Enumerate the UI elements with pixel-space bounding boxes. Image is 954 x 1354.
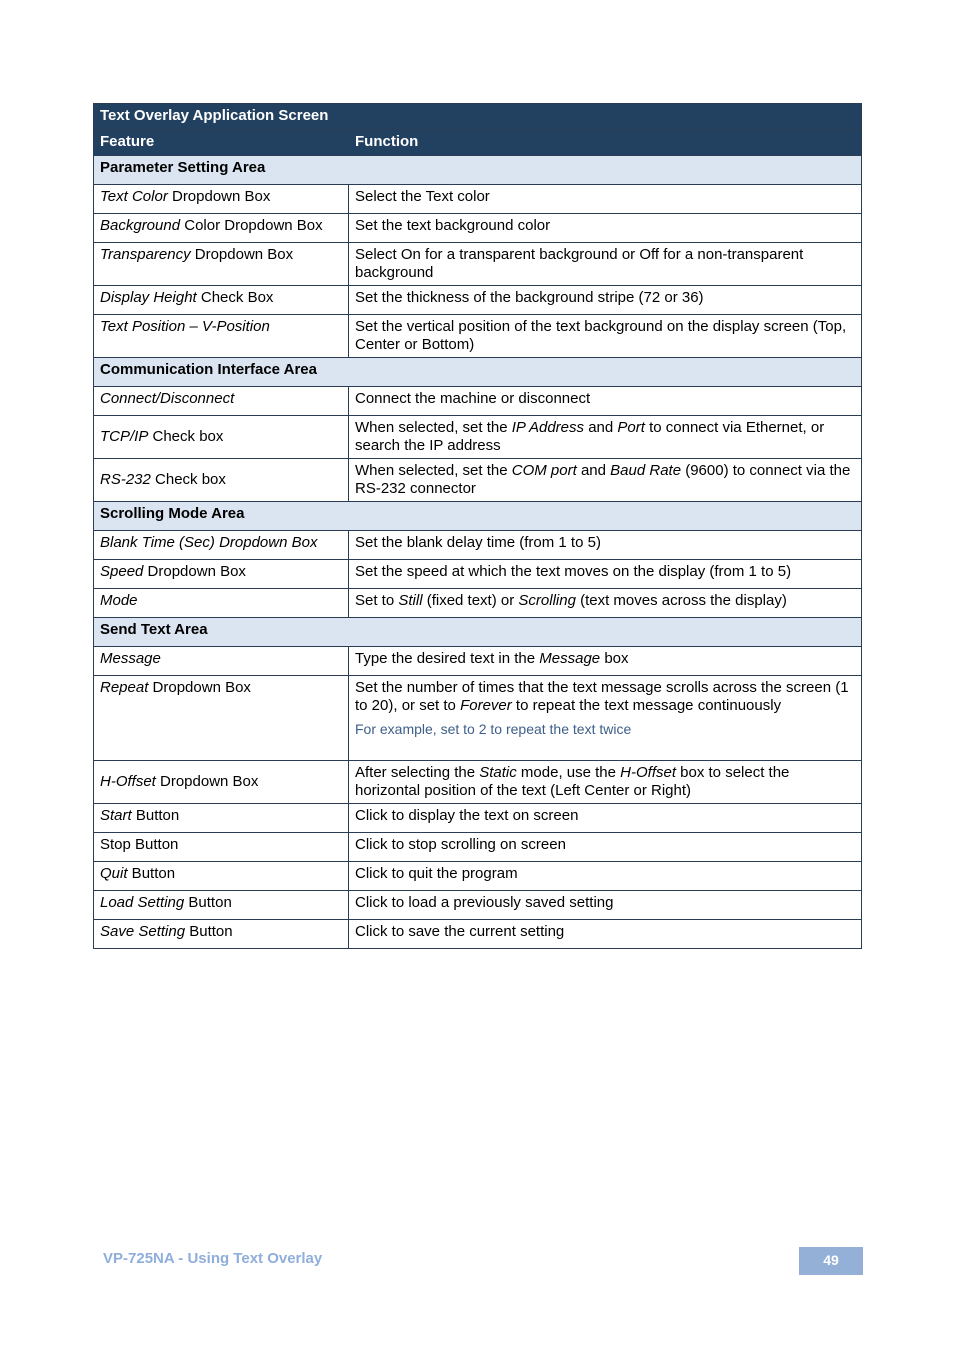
- function-cell: [349, 560, 862, 589]
- text-segment: Select the Text color: [355, 188, 490, 205]
- function-cell: [349, 589, 862, 618]
- function-cell: [349, 804, 862, 833]
- table-row: [94, 560, 862, 589]
- text-segment: Dropdown Box: [167, 188, 271, 205]
- text-segment: Check box: [148, 428, 224, 445]
- section-heading: Parameter Setting Area: [94, 156, 862, 185]
- function-cell: [349, 647, 862, 676]
- feature-cell: [94, 531, 349, 560]
- text-segment: Click to quit the program: [355, 865, 518, 882]
- footer-title: VP-725NA - Using Text Overlay: [103, 1250, 323, 1267]
- text-segment: Load Setting: [100, 894, 185, 911]
- table-body: [94, 156, 862, 949]
- feature-cell: [94, 833, 349, 862]
- text-segment: Blank Time (Sec) Dropdown Box: [100, 534, 318, 551]
- table-row: [94, 387, 862, 416]
- text-segment: Background: [100, 217, 181, 234]
- function-cell: [349, 315, 862, 358]
- feature-cell: [94, 387, 349, 416]
- text-segment: Set the vertical position of the text background on the display screen (Top, Center or Bottom): [355, 318, 847, 353]
- text-segment: Start: [100, 807, 132, 824]
- text-segment: Scrolling: [518, 592, 576, 609]
- table-row: [94, 833, 862, 862]
- text-segment: Set the number of times that the text message scrolls across the screen (1 to 20), or set to: [355, 679, 849, 714]
- text-segment: Select On for a transparent background or Off for a non-transparent background: [355, 246, 804, 281]
- feature-cell: [94, 862, 349, 891]
- table-row: [94, 676, 862, 761]
- section-row: [94, 618, 862, 647]
- function-cell: [349, 531, 862, 560]
- text-segment: COM port: [511, 462, 577, 479]
- column-header-feature: Feature: [94, 130, 349, 156]
- function-cell: [349, 416, 862, 459]
- text-segment: Transparency: [100, 246, 191, 263]
- text-segment: Check Box: [196, 289, 274, 306]
- text-segment: Static: [479, 764, 517, 781]
- text-segment: Set to: [355, 592, 399, 609]
- section-row: [94, 502, 862, 531]
- text-segment: Button: [184, 894, 232, 911]
- table-row: [94, 920, 862, 949]
- text-segment: Still: [398, 592, 423, 609]
- table-row: [94, 804, 862, 833]
- function-cell: [349, 286, 862, 315]
- section-heading: Communication Interface Area: [94, 358, 862, 387]
- feature-cell: [94, 315, 349, 358]
- feature-cell: [94, 761, 349, 804]
- feature-cell: [94, 459, 349, 502]
- text-segment: mode, use the: [516, 764, 621, 781]
- function-cell: [349, 676, 862, 761]
- text-segment: Click to load a previously saved setting: [355, 894, 614, 911]
- function-cell: [349, 761, 862, 804]
- feature-cell: [94, 286, 349, 315]
- text-segment: Dropdown Box: [155, 773, 259, 790]
- text-segment: (9600) to connect via the RS-232 connector: [355, 462, 851, 497]
- function-cell: [349, 459, 862, 502]
- table-row: [94, 531, 862, 560]
- text-segment: When selected, set the: [355, 462, 512, 479]
- text-segment: Dropdown Box: [190, 246, 294, 263]
- function-cell: [349, 243, 862, 286]
- text-segment: RS-232: [100, 471, 151, 488]
- feature-cell: [94, 560, 349, 589]
- feature-cell: [94, 676, 349, 761]
- text-segment: Dropdown Box: [148, 679, 251, 696]
- text-segment: Set the blank delay time (from 1 to 5): [355, 534, 601, 551]
- feature-cell: [94, 214, 349, 243]
- section-row: [94, 156, 862, 185]
- text-segment: Text Color: [100, 188, 168, 205]
- text-segment: Button: [131, 807, 180, 824]
- text-segment: Button: [127, 865, 176, 882]
- text-segment: H-Offset: [620, 764, 676, 781]
- table-row: [94, 589, 862, 618]
- table-row: [94, 891, 862, 920]
- text-segment: Stop Button: [100, 836, 179, 853]
- table-row: [94, 243, 862, 286]
- text-segment: Display Height: [100, 289, 197, 306]
- text-segment: box to select the horizontal position of the text (Left Center or Right): [355, 764, 790, 799]
- text-segment: Repeat: [100, 679, 149, 696]
- text-segment: After selecting the: [355, 764, 480, 781]
- feature-function-table: [93, 103, 862, 949]
- text-segment: Type the desired text in the: [355, 650, 540, 667]
- text-segment: to connect via Ethernet, or search the IP address: [355, 419, 825, 454]
- feature-cell: [94, 804, 349, 833]
- feature-cell: [94, 920, 349, 949]
- text-segment: Set the speed at which the text moves on the display (from 1 to 5): [355, 563, 792, 580]
- text-segment: Color Dropdown Box: [180, 217, 323, 234]
- text-segment: Connect the machine or disconnect: [355, 390, 591, 407]
- column-header-function: Function: [349, 130, 862, 156]
- page-number-badge: 49: [799, 1247, 863, 1275]
- text-segment: Text Position – V-Position: [100, 318, 270, 335]
- text-segment: Message: [100, 650, 161, 667]
- text-segment: to repeat the text message continuously: [511, 697, 782, 714]
- table-title: Text Overlay Application Screen: [94, 104, 862, 130]
- feature-cell: [94, 243, 349, 286]
- function-cell: [349, 214, 862, 243]
- function-cell: [349, 185, 862, 214]
- feature-cell: [94, 416, 349, 459]
- text-segment: Set the text background color: [355, 217, 551, 234]
- example-note: For example, set to 2 to repeat the text twice: [355, 721, 632, 737]
- text-segment: and: [584, 419, 618, 436]
- function-cell: [349, 891, 862, 920]
- function-cell: [349, 862, 862, 891]
- text-segment: Speed: [100, 563, 144, 580]
- text-segment: Click to stop scrolling on screen: [355, 836, 566, 853]
- table-row: [94, 214, 862, 243]
- table-row: [94, 647, 862, 676]
- text-segment: Message: [539, 650, 601, 667]
- text-segment: Set the thickness of the background stripe (72 or 36): [355, 289, 704, 306]
- text-segment: When selected, set the: [355, 419, 512, 436]
- text-segment: Connect/Disconnect: [100, 390, 235, 407]
- section-heading: Send Text Area: [94, 618, 862, 647]
- table-row: [94, 286, 862, 315]
- text-segment: Quit: [100, 865, 128, 882]
- text-segment: and: [576, 462, 611, 479]
- text-segment: Save Setting: [100, 923, 186, 940]
- table-row: [94, 862, 862, 891]
- feature-cell: [94, 647, 349, 676]
- table-row: [94, 185, 862, 214]
- table-row: [94, 315, 862, 358]
- text-segment: Dropdown Box: [143, 563, 246, 580]
- text-segment: (text moves across the display): [575, 592, 787, 609]
- text-segment: IP Address: [511, 419, 585, 436]
- feature-cell: [94, 185, 349, 214]
- table-row: [94, 416, 862, 459]
- table-title-row: [94, 104, 862, 130]
- text-segment: Forever: [460, 697, 512, 714]
- text-segment: Click to display the text on screen: [355, 807, 579, 824]
- function-cell: [349, 920, 862, 949]
- text-segment: box: [600, 650, 629, 667]
- function-cell: [349, 387, 862, 416]
- text-segment: TCP/IP: [100, 428, 149, 445]
- text-segment: Mode: [100, 592, 138, 609]
- text-segment: Check box: [150, 471, 226, 488]
- table-row: [94, 761, 862, 804]
- text-segment: Baud Rate: [610, 462, 682, 479]
- function-cell: [349, 833, 862, 862]
- section-heading: Scrolling Mode Area: [94, 502, 862, 531]
- text-segment: Click to save the current setting: [355, 923, 565, 940]
- feature-cell: [94, 589, 349, 618]
- table-row: [94, 459, 862, 502]
- table-header-row: [94, 130, 862, 156]
- text-segment: (fixed text) or: [422, 592, 519, 609]
- text-segment: Button: [185, 923, 233, 940]
- feature-cell: [94, 891, 349, 920]
- section-row: [94, 358, 862, 387]
- text-segment: Port: [617, 419, 645, 436]
- text-segment: H-Offset: [100, 773, 156, 790]
